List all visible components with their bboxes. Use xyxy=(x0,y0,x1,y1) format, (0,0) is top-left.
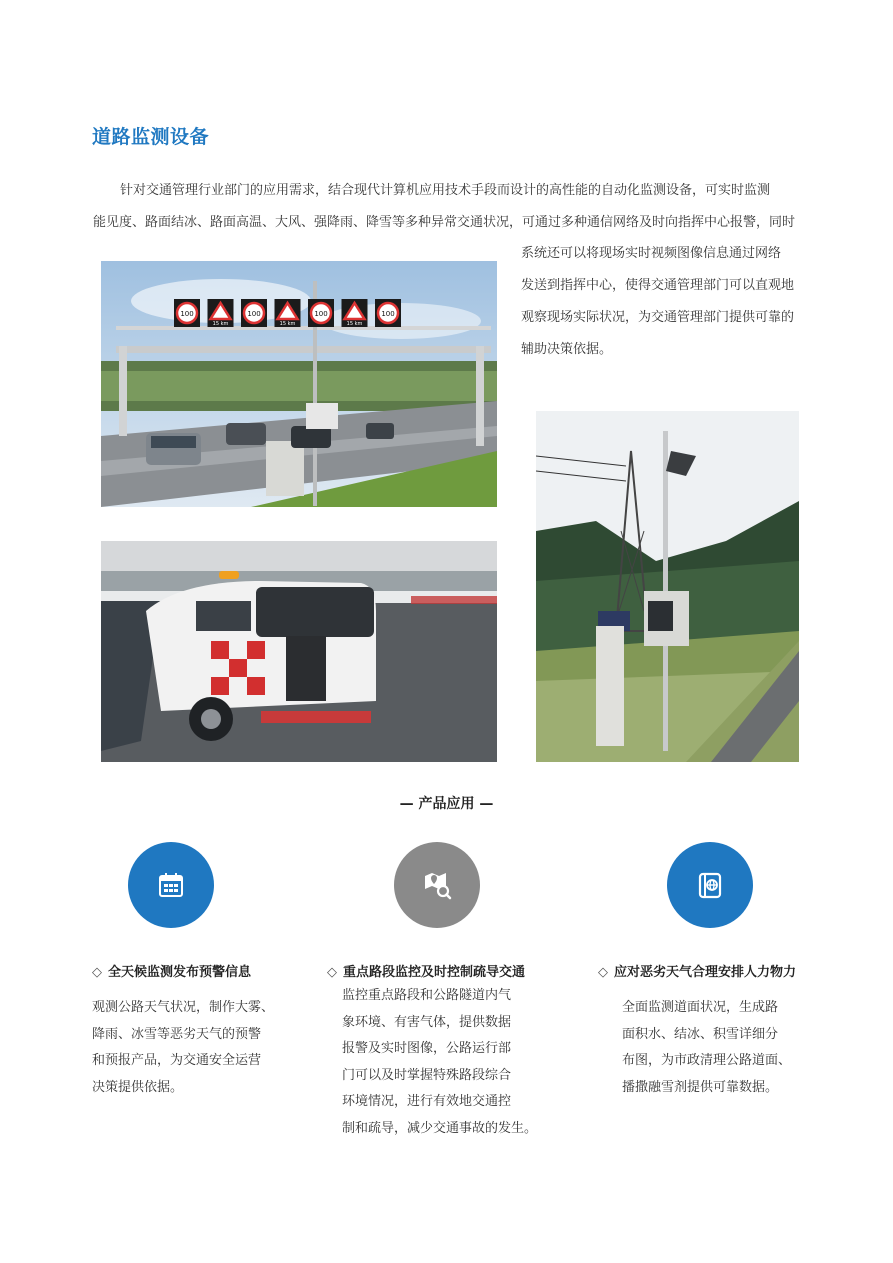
intro-line-1: 针对交通管理行业部门的应用需求，结合现代计算机应用技术手段而设计的高性能的自动化监测设备，可实时监测 xyxy=(120,183,771,198)
distance-text: 15 km xyxy=(279,321,296,327)
highway-gantry-photo xyxy=(101,261,497,507)
diamond-bullet-icon: ◇ xyxy=(92,965,102,980)
speed-limit-text: 100 xyxy=(381,310,395,318)
diamond-bullet-icon: ◇ xyxy=(598,965,608,980)
gantry-signs xyxy=(174,299,401,327)
feature-desc-1: 观测公路天气状况，制作大雾、 降雨、冰雪等恶劣天气的预警 和预报产品，为交通安全运营 决策提供依据。 xyxy=(92,1000,275,1095)
diamond-bullet-icon: ◇ xyxy=(327,965,337,980)
speed-limit-text: 100 xyxy=(314,310,328,318)
feature-icon-circle-1 xyxy=(128,842,214,928)
feature-icon-circle-3 xyxy=(667,842,753,928)
weather-station-photo xyxy=(536,411,799,762)
intro-line-4: 发送到指挥中心，使得交通管理部门可以直观地 xyxy=(521,278,795,293)
calendar-icon xyxy=(157,871,185,899)
passport-globe-icon xyxy=(695,870,725,900)
page-title: 道路监测设备 xyxy=(92,126,210,148)
section-header: — 产品应用 — xyxy=(399,796,494,812)
feature-icon-circle-2 xyxy=(394,842,480,928)
patrol-vehicle-photo xyxy=(101,541,497,762)
distance-text: 15 km xyxy=(212,321,229,327)
distance-text: 15 km xyxy=(346,321,363,327)
map-search-icon xyxy=(421,869,453,901)
feature-title-1: ◇ 全天候监测发布预警信息 xyxy=(92,965,252,980)
intro-line-2: 能见度、路面结冰、路面高温、大风、强降雨、降雪等多种异常交通状况，可通过多种通信网络及时向指挥中心报警，同时 xyxy=(93,215,796,230)
feature-title-2: ◇ 重点路段监控及时控制疏导交通 xyxy=(327,965,526,980)
intro-line-6: 辅助决策依据。 xyxy=(521,342,613,357)
speed-limit-text: 100 xyxy=(247,310,261,318)
speed-limit-text: 100 xyxy=(180,310,194,318)
feature-desc-3: 全面监测道面状况，生成路 面积水、结冰、积雪详细分 布图，为市政清理公路道面、 播撒融雪剂提供可靠数据。 xyxy=(622,1000,792,1095)
intro-line-3: 系统还可以将现场实时视频图像信息通过网络 xyxy=(521,246,782,261)
intro-line-5: 观察现场实际状况，为交通管理部门提供可靠的 xyxy=(521,310,795,325)
feature-title-3: ◇ 应对恶劣天气合理安排人力物力 xyxy=(598,965,797,980)
feature-desc-2: 监控重点路段和公路隧道内气 象环境、有害气体，提供数据 报警及实时图像，公路运行部 门可以及时掌握特殊路段综合 环境情况，进行有效地交通控 制和疏导，减少交通事故的发生。 xyxy=(342,988,538,1136)
